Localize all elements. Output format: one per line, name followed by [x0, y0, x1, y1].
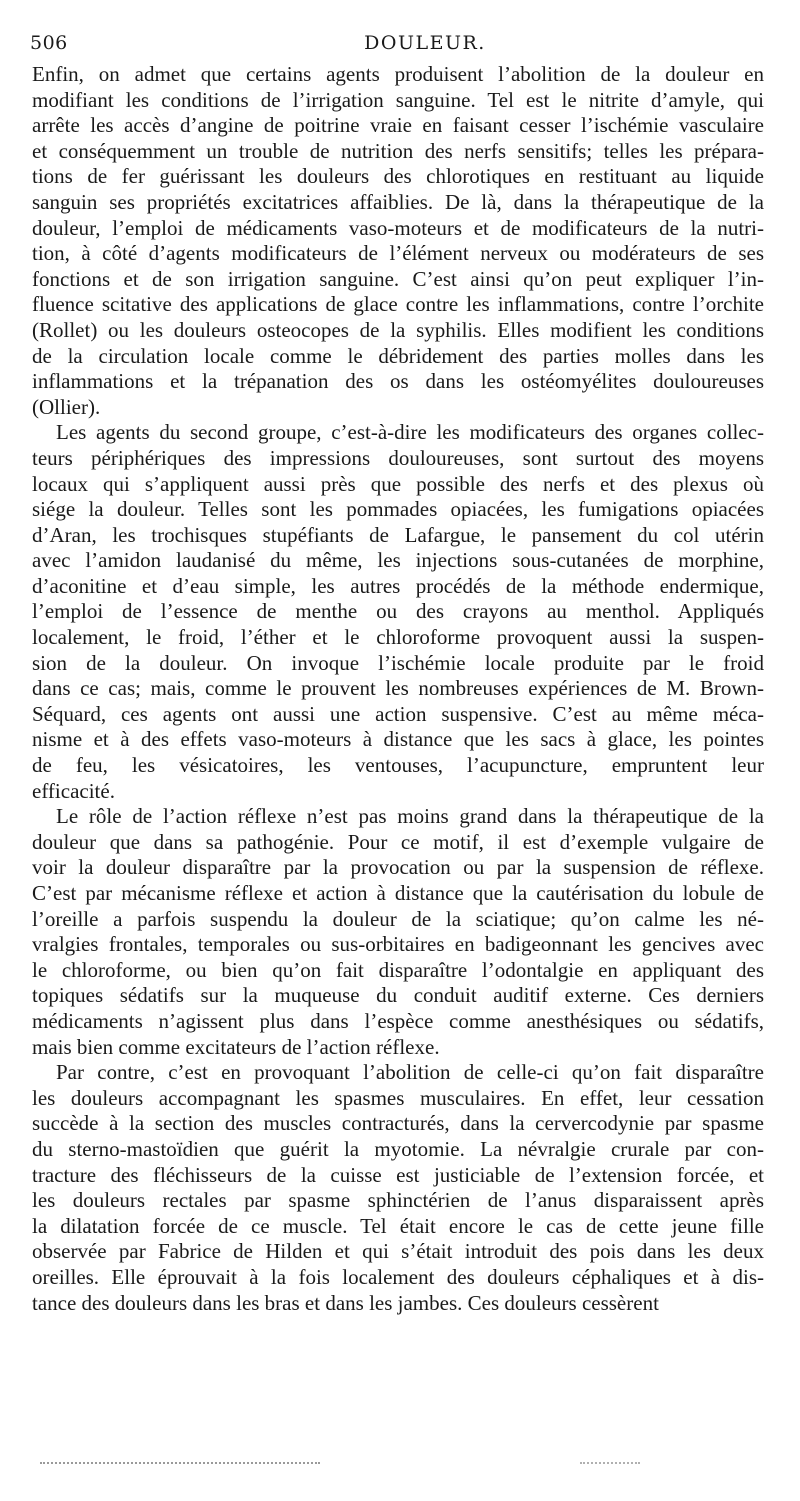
text-line: médicaments n’agissent plus dans l’espèce comme anesthésiques ou sédatifs,: [32, 1008, 764, 1033]
text-line: d’aconitine et d’eau simple, les autres procédés de la méthode endermique,: [32, 573, 764, 598]
text-line: tions de fer guérissant les douleurs des chlorotiques en restituant au liquide: [32, 164, 764, 189]
text-line: modifiant les conditions de l’irrigation sanguine. Tel est le nitrite d’amyle, qui: [32, 87, 764, 112]
text-line: d’Aran, les trochisques stupéfiants de Lafargue, le pansement du col utérin: [32, 522, 764, 547]
text-line: le chloroforme, ou bien qu’on fait disparaître l’odontalgie en appliquant des: [32, 957, 764, 982]
text-line: siége la douleur. Telles sont les pommades opiacées, les fumigations opiacées: [32, 497, 764, 522]
text-line: sanguin ses propriétés excitatrices affaiblies. De là, dans la thérapeutique de la: [32, 189, 764, 214]
page-header: [30, 32, 760, 56]
page-number: 506: [30, 32, 68, 54]
text-line: locaux qui s’appliquent aussi près que possible des nerfs et des plexus où: [32, 471, 764, 496]
paragraph: [32, 1060, 764, 1316]
text-line: du sterno-mastoïdien que guérit la myotomie. La névralgie crurale par con-: [32, 1136, 764, 1161]
text-line: sion de la douleur. On invoque l’ischémie locale produite par le froid: [32, 650, 764, 675]
text-line: douleur, l’emploi de médicaments vaso-moteurs et de modificateurs de la nutri-: [32, 215, 764, 240]
text-line: Les agents du second groupe, c’est-à-dire les modificateurs des organes collec-: [56, 420, 764, 445]
text-line: teurs périphériques des impressions douloureuses, sont surtout des moyens: [32, 445, 764, 470]
text-line: succède à la section des muscles contracturés, dans la cervercodynie par spasme: [32, 1111, 764, 1136]
text-line: fonctions et de son irrigation sanguine. C’est ainsi qu’on peut expliquer l’in-: [32, 266, 764, 291]
text-line: l’emploi de l’essence de menthe ou des crayons au menthol. Appliqués: [32, 599, 764, 624]
text-line: mais bien comme excitateurs de l’action réflexe.: [32, 1034, 440, 1059]
text-line: l’oreille a parfois suspendu la douleur de la sciatique; qu’on calme les né-: [32, 906, 764, 931]
text-line: tion, à côté d’agents modificateurs de l’élément nerveux ou modérateurs de ses: [32, 241, 764, 266]
running-title: DOULEUR.: [364, 32, 486, 54]
paragraph: [32, 420, 764, 804]
text-line: localement, le froid, l’éther et le chloroforme provoquent aussi la suspen-: [32, 625, 764, 650]
paragraph: [32, 62, 764, 420]
text-line: arrête les accès d’angine de poitrine vraie en faisant cesser l’ischémie vasculaire: [32, 113, 764, 138]
text-line: inflammations et la trépanation des os dans les ostéomyélites douloureuses: [32, 369, 764, 394]
text-line: fluence scitative des applications de glace contre les inflammations, contre l’orchite: [32, 292, 764, 317]
text-line: voir la douleur disparaître par la provocation ou par la suspension de réflexe.: [32, 855, 764, 880]
text-line: Par contre, c’est en provoquant l’abolition de celle-ci qu’on fait disparaître: [56, 1060, 764, 1085]
text-line: les douleurs rectales par spasme sphinctérien de l’anus disparaissent après: [32, 1188, 764, 1213]
text-line: la dilatation forcée de ce muscle. Tel était encore le cas de cette jeune fille: [32, 1213, 764, 1238]
text-line: (Rollet) ou les douleurs osteocopes de la syphilis. Elles modifient les conditions: [32, 317, 764, 342]
text-line: efficacité.: [32, 778, 115, 803]
text-line: topiques sédatifs sur la muqueuse du conduit auditif externe. Ces derniers: [32, 983, 764, 1008]
text-line: et conséquemment un trouble de nutrition des nerfs sensitifs; telles les prépara-: [32, 138, 764, 163]
text-line: C’est par mécanisme réflexe et action à distance que la cautérisation du lobule de: [32, 881, 764, 905]
text-line: Le rôle de l’action réflexe n’est pas moins grand dans la thérapeutique de la: [56, 804, 764, 829]
text-line: tance des douleurs dans les bras et dans les jambes. Ces douleurs cessèrent: [32, 1290, 659, 1315]
footer-smudge: [40, 1462, 320, 1464]
body-text: [32, 62, 764, 1316]
text-line: dans ce cas; mais, comme le prouvent les nombreuses expériences de M. Brown-: [32, 676, 764, 701]
text-line: Enfin, on admet que certains agents produisent l’abolition de la douleur en: [32, 62, 764, 86]
text-line: nisme et à des effets vaso-moteurs à distance que les sacs à glace, les pointes: [32, 727, 764, 752]
text-line: de feu, les vésicatoires, les ventouses, l’acupuncture, empruntent leur: [32, 753, 764, 778]
text-line: les douleurs accompagnant les spasmes musculaires. En effet, leur cessation: [32, 1085, 764, 1110]
footer-smudge-short: [580, 1462, 640, 1464]
text-line: observée par Fabrice de Hilden et qui s’était introduit des pois dans les deux: [32, 1239, 764, 1264]
text-line: tracture des fléchisseurs de la cuisse est justiciable de l’extension forcée, et: [32, 1162, 764, 1187]
text-line: vralgies frontales, temporales ou sus-orbitaires en badigeonnant les gencives avec: [32, 932, 764, 957]
text-line: de la circulation locale comme le débridement des parties molles dans les: [32, 343, 764, 368]
text-line: douleur que dans sa pathogénie. Pour ce motif, il est d’exemple vulgaire de: [32, 829, 764, 854]
text-line: oreilles. Elle éprouvait à la fois localement des douleurs céphaliques et à dis-: [32, 1264, 764, 1289]
text-line: (Ollier).: [32, 394, 101, 419]
text-line: avec l’amidon laudanisé du même, les injections sous-cutanées de morphine,: [32, 548, 764, 573]
paragraph: [32, 804, 764, 1060]
text-line: Séquard, ces agents ont aussi une action suspensive. C’est au même méca-: [32, 701, 764, 726]
